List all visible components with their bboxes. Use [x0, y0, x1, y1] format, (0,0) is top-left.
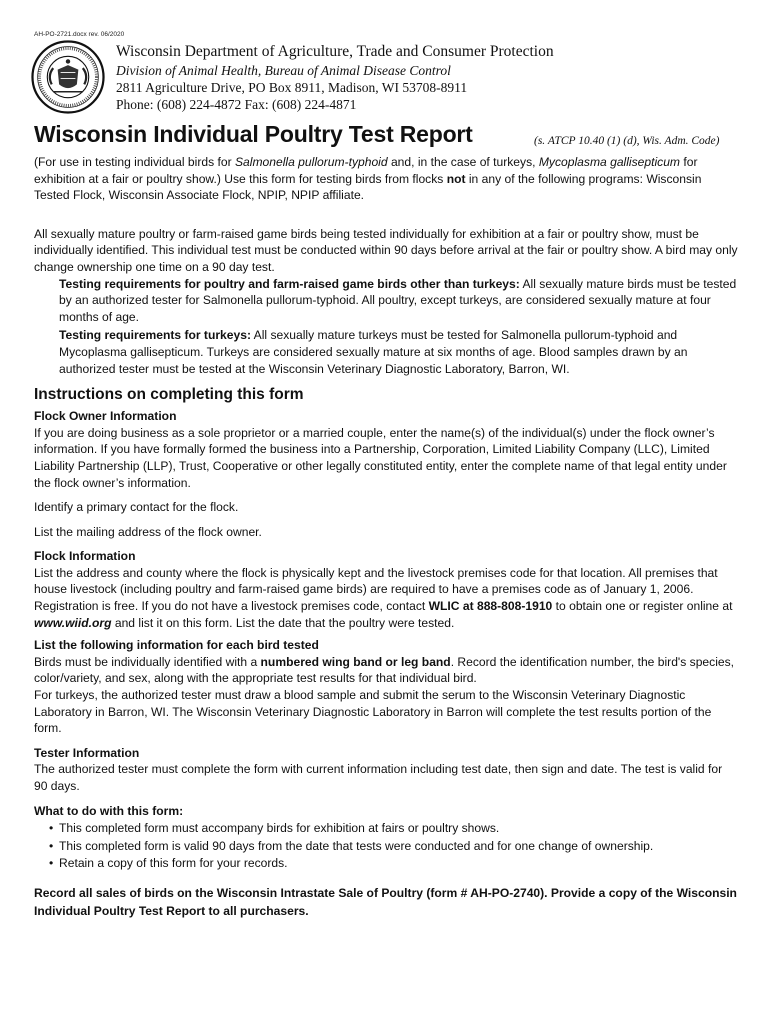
flock-info-text: to obtain one or register online at: [552, 599, 733, 614]
citation: (s. ATCP 10.40 (1) (d), Wis. Adm. Code): [534, 135, 720, 147]
tester-heading: Tester Information: [34, 745, 140, 760]
intro-italic: Mycoplasma gallisepticum: [538, 155, 681, 169]
intro-text: in any of the following programs: Wisconsin Tested Flock, Wisconsin Associate Flock, NPIP, NPIP affiliate.: [34, 171, 702, 203]
form-id: AH-PO-2721.docx rev. 06/2020: [34, 31, 125, 38]
instructions-heading: Instructions on completing this form: [34, 386, 304, 404]
agency-phone: Phone: (608) 224-4872 Fax: (608) 224-4871: [116, 97, 357, 112]
bird-info-text: Birds must be individually identified with a: [34, 654, 261, 669]
bird-info-paragraph: [34, 654, 738, 687]
mailing-address-paragraph: List the mailing address of the flock owner.: [34, 524, 262, 539]
turkey-requirements-label: Testing requirements for turkeys:: [59, 328, 251, 343]
what-to-do-heading: What to do with this form:: [34, 803, 184, 818]
intro-text: (For use in testing individual birds for: [34, 155, 235, 169]
agency-header: [116, 42, 554, 113]
list-item: • Retain a copy of this form for your records.: [59, 855, 738, 872]
intro-italic: Salmonella pullorum-typhoid: [234, 155, 388, 169]
intro-text: and, in the case of turkeys,: [387, 155, 539, 169]
list-item: • This completed form must accompany birds for exhibition at fairs or poultry shows.: [59, 820, 738, 837]
wlic-contact: WLIC at 888-808-1910: [428, 599, 553, 614]
agency-name: Wisconsin Department of Agriculture, Trade and Consumer Protection: [116, 43, 554, 60]
turkey-requirements-text: All sexually mature turkeys must be tested for Salmonella pullorum-typhoid and Mycoplasma gallisepticum. Turkeys are considered sexually mature at six months of age. Blood samples drawn by an authorized tester must be tested at the Wisconsin Veterinary Diagnostic Laboratory, Barron, WI.: [59, 328, 688, 376]
document-body: [34, 154, 738, 921]
intro-paragraph: [34, 154, 738, 204]
poultry-requirements-text: All sexually mature birds must be tested by an authorized tester for Salmonella pullorum-typhoid. All poultry, except turkeys, are considered sexually mature at four months of age.: [59, 276, 737, 324]
list-item: • This completed form is valid 90 days from the date that tests were conducted and for one change of ownership.: [59, 838, 738, 855]
flock-info-paragraph: [34, 565, 738, 631]
general-requirements: All sexually mature poultry or farm-raised game birds being tested individually for exhibition at a fair or poultry show, must be individually identified. This individual test must be conducted within 90 days before arrival at the fair or poultry show. A bird may only change ownership one time on a 90 day test.: [34, 226, 738, 274]
tester-paragraph: The authorized tester must complete the form with current information including test date, then sign and date. The test is valid for 90 days.: [34, 762, 723, 793]
wisconsin-agriculture-seal-icon: [31, 40, 105, 114]
poultry-requirements: [34, 276, 738, 326]
flock-owner-heading: Flock Owner Information: [34, 409, 177, 424]
primary-contact-paragraph: Identify a primary contact for the flock.: [34, 500, 239, 515]
flock-info-text: List the address and county where the flock is physically kept and the livestock premises code for that location. All premises that house livestock (including poultry and farm-raised game birds) are required to have a premises code as of January 1, 2006. Registration is free. If you do not have a livestock premises code, contact: [34, 565, 718, 614]
turkey-blood-paragraph: For turkeys, the authorized tester must draw a blood sample and submit the serum to the Wisconsin Veterinary Diagnostic Laboratory in Barron, WI. The Wisconsin Veterinary Diagnostic Laboratory in Barron will complete the test results portion of the form.: [34, 688, 712, 736]
bird-info-heading: List the following information for each bird tested: [34, 638, 319, 653]
bird-info-text: . Record the identification number, the bird's species, color/variety, and sex, along with the appropriate test results for that individual bird.: [34, 654, 735, 686]
agency-address: 2811 Agriculture Drive, PO Box 8911, Madison, WI 53708-8911: [116, 80, 468, 95]
flock-info-text: and list it on this form. List the date that the poultry were tested.: [111, 615, 455, 630]
page-title: Wisconsin Individual Poultry Test Report: [34, 121, 473, 147]
agency-division: Division of Animal Health, Bureau of Animal Disease Control: [116, 63, 451, 78]
flock-info-heading: Flock Information: [34, 549, 136, 564]
flock-owner-paragraph: If you are doing business as a sole proprietor or a married couple, enter the name(s) of the individual(s) under the flock owner’s information. If you have formally formed the business into a Partnership, Corporation, Limited Liability Company (LLC), Limited Liability Partnership (LLP), Trust, Cooperative or other legally constituted entity, enter the complete name of that legal entity under the flock owner’s information.: [34, 425, 727, 490]
final-note: Record all sales of birds on the Wisconsin Intrastate Sale of Poultry (form # AH-PO-2740). Provide a copy of the Wisconsin Individual Poultry Test Report to all purchasers.: [34, 886, 737, 918]
poultry-requirements-label: Testing requirements for poultry and farm-raised game birds other than turkeys:: [59, 276, 520, 291]
bird-info-emphasis: numbered wing band or leg band: [260, 654, 451, 669]
wiid-link[interactable]: www.wiid.org: [34, 615, 112, 630]
intro-text: for exhibition at a fair or poultry show.) Use this form for testing birds from flocks: [34, 155, 698, 186]
turkey-requirements: [34, 327, 738, 377]
intro-emphasis: not: [446, 171, 466, 186]
what-to-do-list: [34, 820, 738, 872]
